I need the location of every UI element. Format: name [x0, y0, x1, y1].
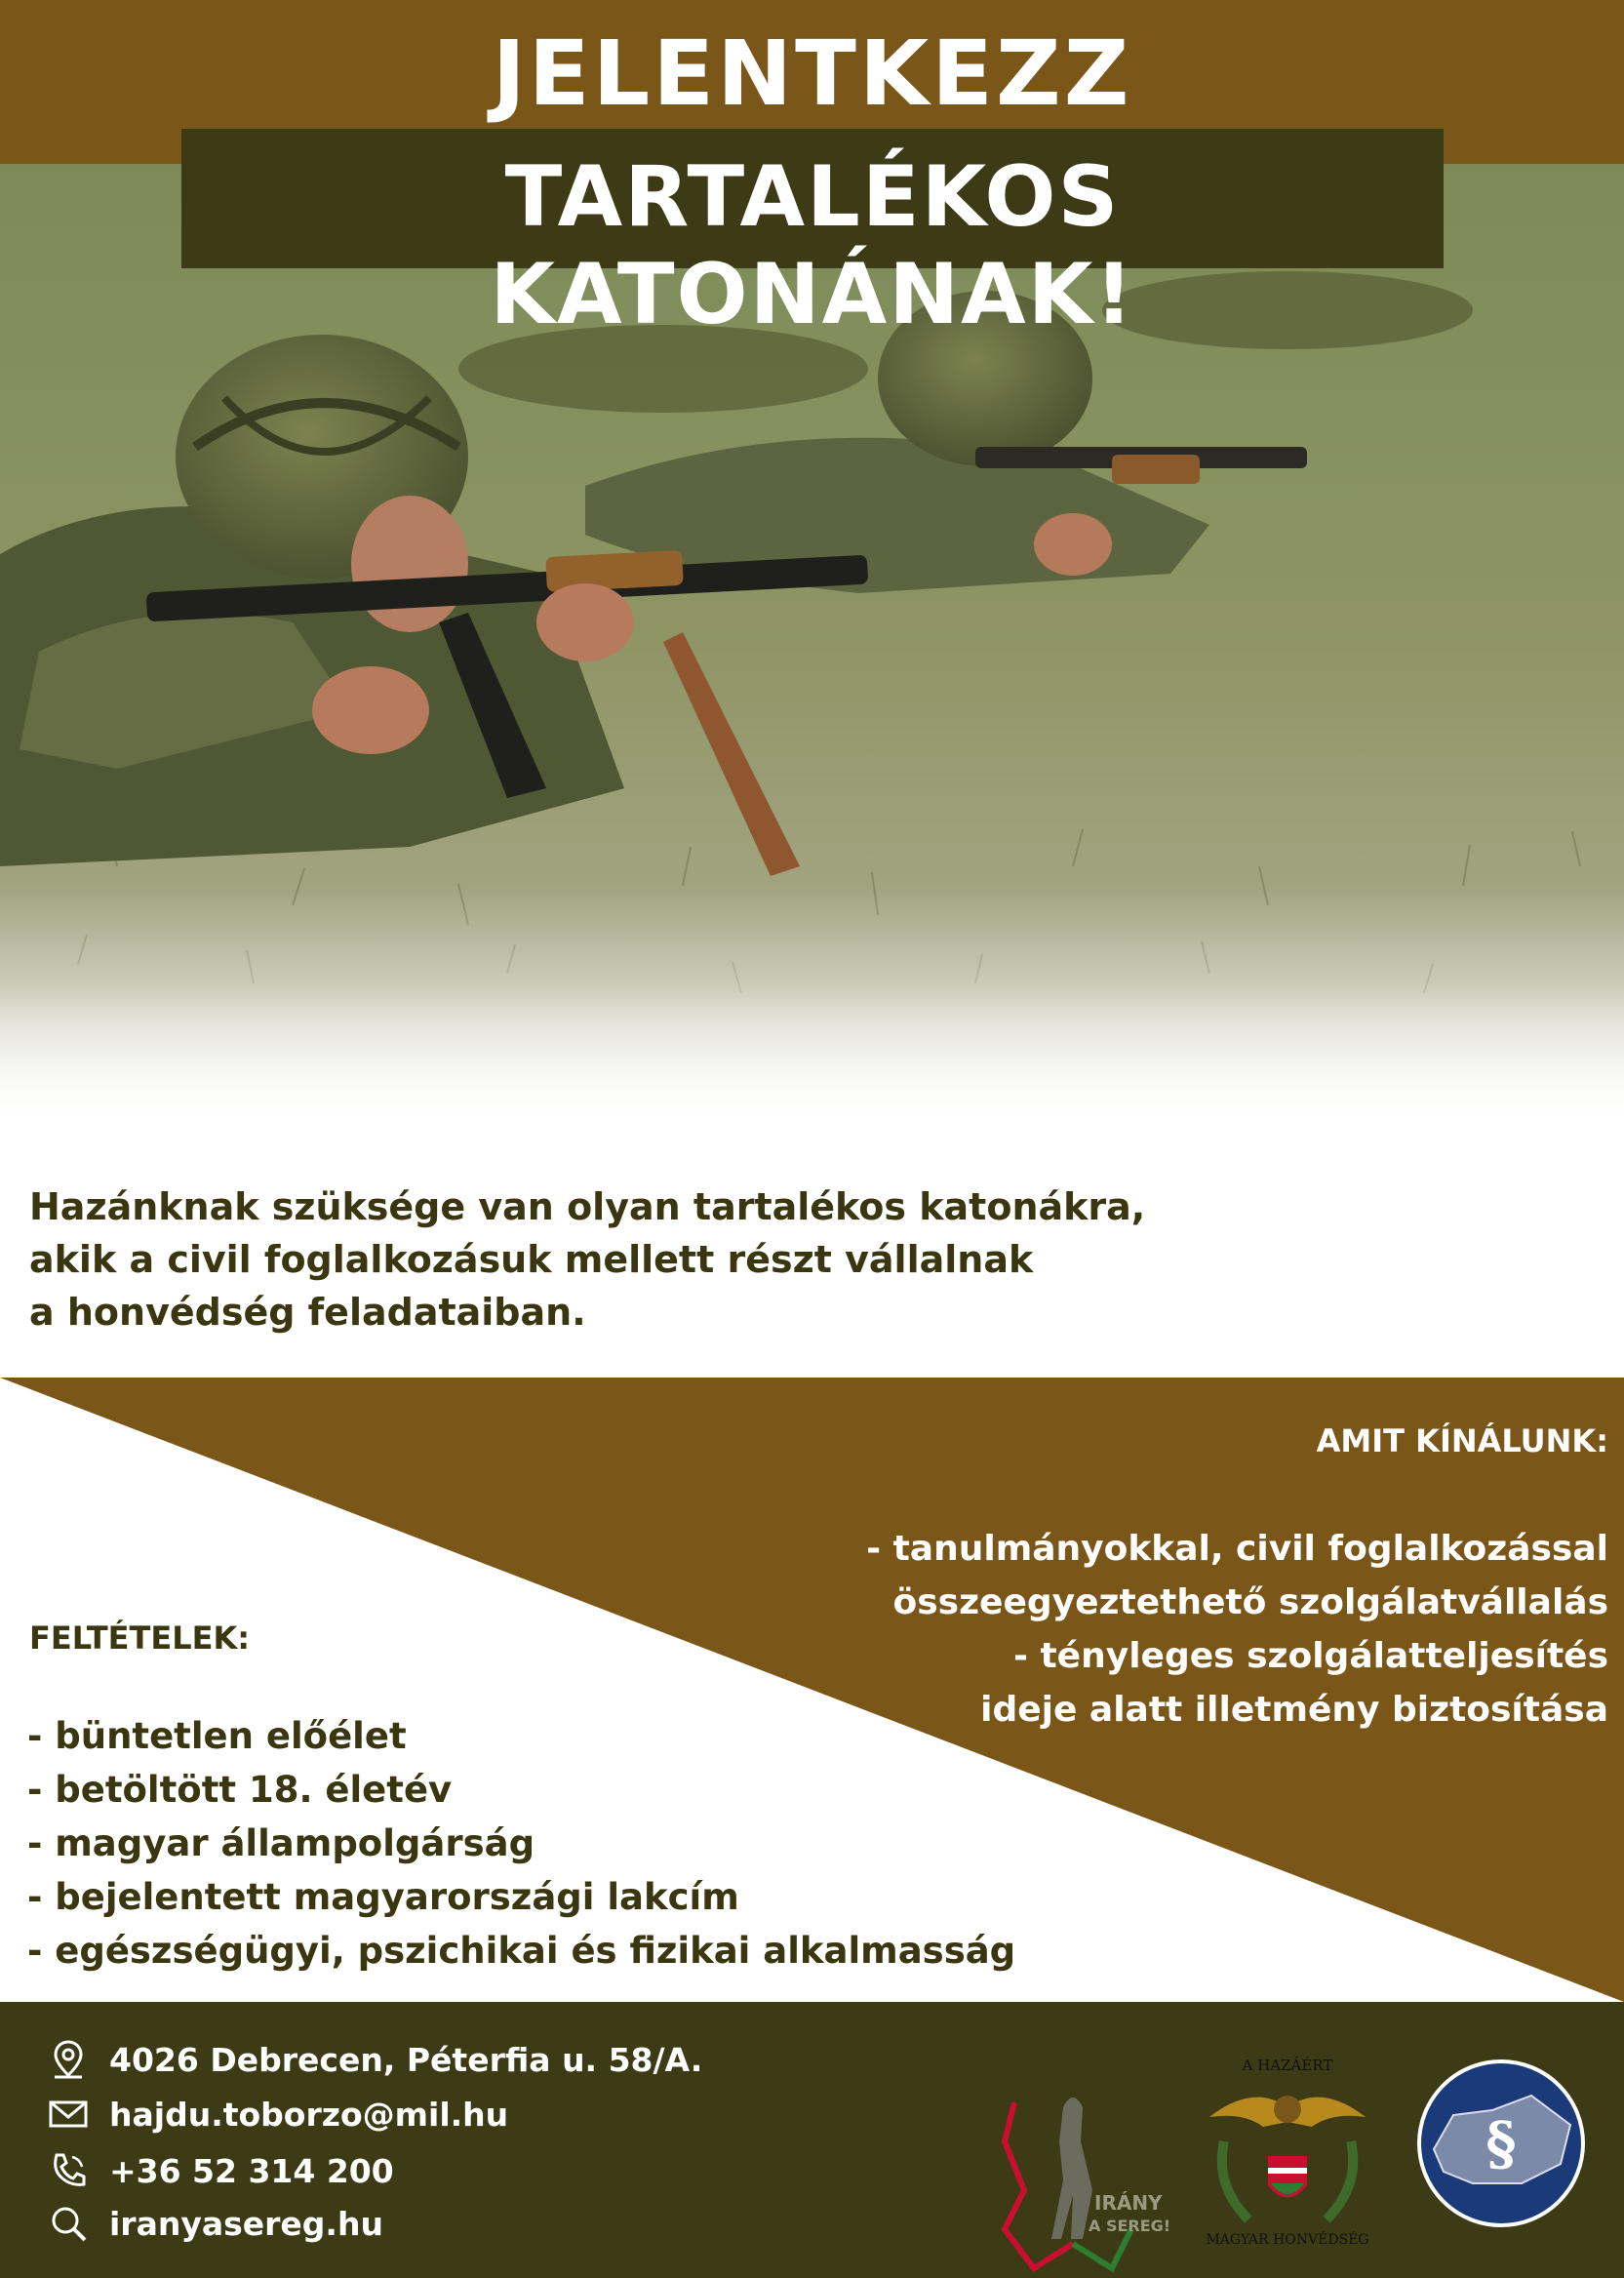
headline-tartalekos-katonanak: TARTALÉKOS KATONÁNAK! [490, 148, 1135, 343]
honvedseg-bottom-text: MAGYAR HONVÉDSÉG [1206, 2232, 1369, 2248]
offer-title: AMIT KÍNÁLUNK: [1316, 1422, 1608, 1459]
irany-text: IRÁNY [1094, 2191, 1163, 2215]
offer-line: összeegyeztethető szolgálatvállalás [892, 1582, 1608, 1622]
address-text: 4026 Debrecen, Péterfia u. 58/A. [109, 2040, 703, 2079]
offer-list [866, 1522, 1608, 1737]
requirements-title: FELTÉTELEK: [29, 1619, 251, 1657]
intro-paragraph [29, 1180, 1297, 1339]
magyar-honvedseg-emblem [1195, 2049, 1380, 2254]
contact-phone[interactable] [47, 2146, 394, 2195]
offer-line: - tanulmányokkal, civil foglalkozással [866, 1529, 1608, 1569]
location-pin-icon [47, 2038, 90, 2081]
offer-line: ideje alatt illetmény biztosítása [980, 1690, 1608, 1730]
phone-text[interactable]: +36 52 314 200 [109, 2151, 394, 2190]
intro-line: a honvédség feladataiban. [29, 1291, 586, 1334]
requirement-item: - büntetlen előélet [27, 1715, 407, 1757]
requirements-list [27, 1709, 1015, 1978]
requirement-item: - bejelentett magyarországi lakcím [27, 1876, 739, 1918]
contact-website[interactable] [47, 2199, 383, 2248]
legal-service-logo [1414, 2057, 1588, 2230]
phone-icon [47, 2149, 90, 2192]
honvedseg-top-text: A HAZÁÉRT [1242, 2057, 1333, 2074]
intro-line: Hazánknak szüksége van olyan tartalékos katonákra, [29, 1185, 1146, 1228]
headline-jelentkezz: JELENTKEZZ [492, 21, 1132, 126]
search-icon [47, 2202, 90, 2245]
contact-address [47, 2035, 702, 2084]
email-text[interactable]: hajdu.toborzo@mil.hu [109, 2095, 509, 2134]
website-text[interactable]: iranyasereg.hu [109, 2204, 383, 2243]
intro-line: akik a civil foglalkozásuk mellett részt vállalnak [29, 1238, 1034, 1281]
mail-icon [47, 2093, 90, 2136]
paragraph-sign-icon: § [1485, 2110, 1517, 2178]
requirement-item: - magyar állampolgárság [27, 1822, 535, 1864]
contact-email[interactable] [47, 2090, 508, 2138]
requirement-item: - egészségügyi, pszichikai és fizikai alkalmasság [27, 1930, 1016, 1972]
a-sereg-text: A SEREG! [1089, 2217, 1171, 2235]
irany-a-sereg-logo [985, 2083, 1171, 2278]
requirement-item: - betöltött 18. életév [27, 1769, 453, 1811]
offer-line: - tényleges szolgálatteljesítés [1013, 1636, 1608, 1676]
